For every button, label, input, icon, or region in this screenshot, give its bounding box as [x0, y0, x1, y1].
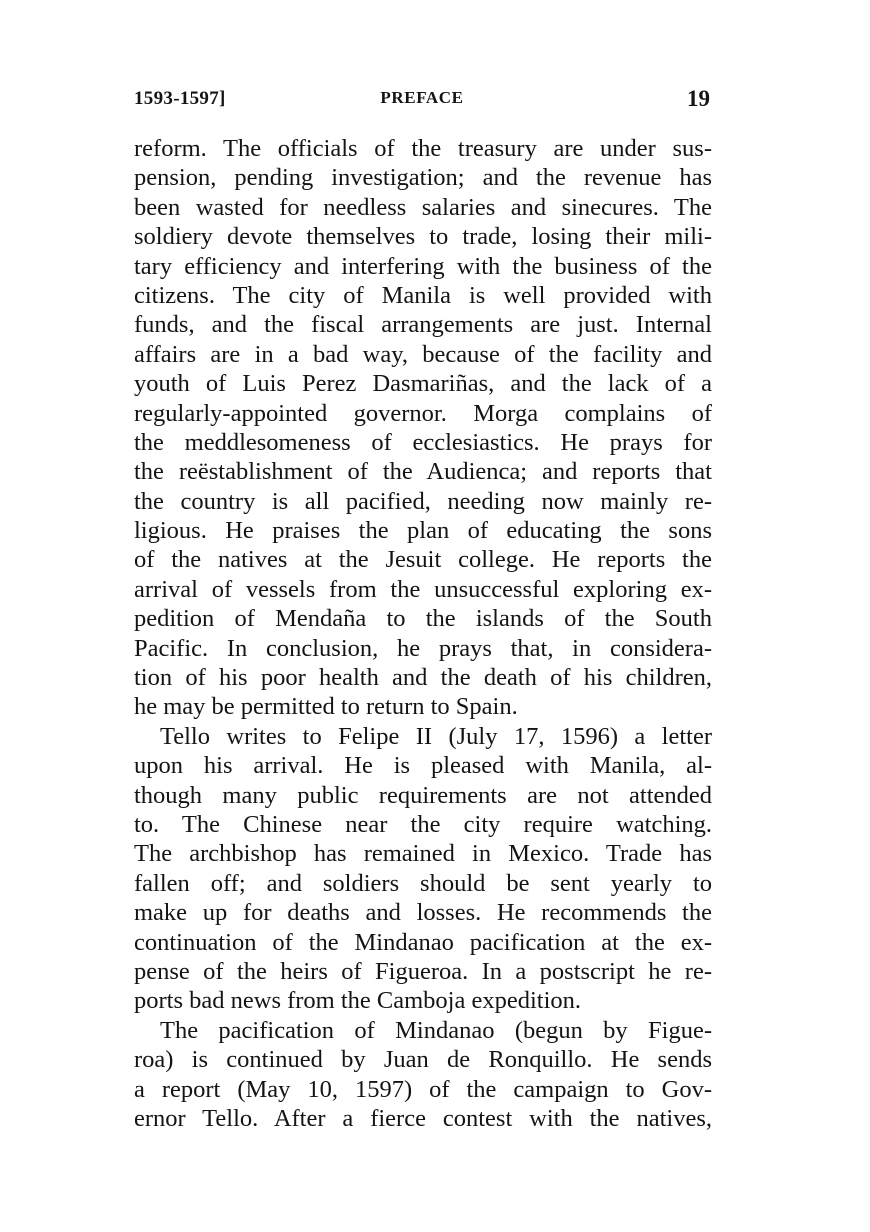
text-line: Pacific. In conclusion, he prays that, in considera-	[134, 634, 712, 662]
text-line: continuation of the Mindanao pacification at the ex-	[134, 928, 712, 956]
text-line: fallen off; and soldiers should be sent yearly to	[134, 869, 712, 897]
text-line: a report (May 10, 1597) of the campaign to Gov-	[134, 1075, 712, 1103]
text-line: upon his arrival. He is pleased with Manila, al-	[134, 752, 712, 780]
text-line: citizens. The city of Manila is well provided with	[134, 281, 712, 309]
text-line: tion of his poor health and the death of his children,	[134, 664, 712, 692]
text-line: ports bad news from the Camboja expedition.	[134, 987, 582, 1015]
text-line: pedition of Mendaña to the islands of the South	[134, 605, 712, 633]
text-line: regularly-appointed governor. Morga complains of	[134, 399, 712, 427]
header-year-range: 1593-1597]	[134, 88, 226, 109]
text-line: roa) is continued by Juan de Ronquillo. He sends	[134, 1046, 712, 1074]
text-line: The pacification of Mindanao (begun by Figue-	[160, 1016, 712, 1044]
text-line: pense of the heirs of Figueroa. In a postscript he re-	[134, 957, 712, 985]
header-title: PREFACE	[380, 88, 464, 107]
running-header	[134, 88, 710, 114]
text-line: the reëstablishment of the Audienca; and reports that	[134, 458, 712, 486]
page-number: 19	[687, 86, 710, 111]
body-text	[134, 134, 712, 1133]
text-line: soldiery devote themselves to trade, losing their mili-	[134, 223, 712, 251]
text-line: arrival of vessels from the unsuccessful exploring ex-	[134, 575, 712, 603]
text-line: been wasted for needless salaries and sinecures. The	[134, 193, 712, 221]
text-line: reform. The officials of the treasury are under sus-	[134, 135, 712, 162]
text-line: though many public requirements are not attended	[134, 781, 712, 809]
text-line: The archbishop has remained in Mexico. Trade has	[134, 840, 712, 868]
text-line: of the natives at the Jesuit college. He reports the	[134, 546, 712, 574]
text-line: the country is all pacified, needing now mainly re-	[134, 487, 712, 515]
text-line: Tello writes to Felipe II (July 17, 1596) a letter	[160, 722, 712, 750]
text-line: ernor Tello. After a fierce contest with the natives,	[134, 1104, 712, 1132]
text-line: pension, pending investigation; and the revenue has	[134, 164, 712, 192]
text-line: make up for deaths and losses. He recommends the	[134, 899, 712, 927]
text-line: ligious. He praises the plan of educating the sons	[134, 517, 712, 545]
text-line: he may be permitted to return to Spain.	[134, 693, 518, 721]
text-line: affairs are in a bad way, because of the facility and	[134, 340, 712, 368]
text-line: the meddlesomeness of ecclesiastics. He prays for	[134, 428, 712, 456]
text-line: tary efficiency and interfering with the business of the	[134, 252, 712, 280]
text-line: youth of Luis Perez Dasmariñas, and the lack of a	[134, 370, 712, 398]
text-line: to. The Chinese near the city require watching.	[134, 810, 712, 838]
text-line: funds, and the fiscal arrangements are just. Internal	[134, 311, 712, 339]
